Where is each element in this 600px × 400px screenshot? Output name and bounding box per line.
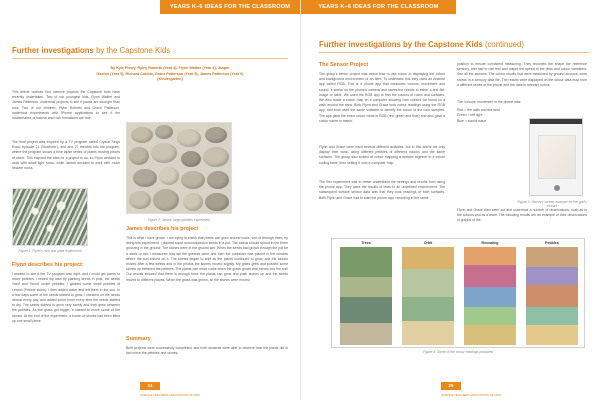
pebble — [181, 171, 205, 189]
color-list-item: Green = left light — [457, 113, 483, 118]
tree-photo — [12, 188, 88, 246]
column-header: Pebbles — [545, 241, 559, 245]
intro-paragraph: This article outlines four science projects the Capstone Kids have recently undertaken. Two of our youngest kids, Flynn Walker and James Patterson, undertook projects to see if plants are stronger than rock. Two of our children, Flynn Roberts and Grace Patterson, undertook experiments with iPhone applications to see if the mathematics of natural and rock formations are true. — [12, 90, 120, 121]
pebble — [183, 193, 203, 211]
pebble — [133, 169, 157, 187]
flynn-heading: Flynn describes his project: — [12, 262, 84, 268]
pebble — [205, 127, 227, 143]
color-list-item: Red = the walk and the land — [457, 108, 500, 112]
title-divider — [12, 58, 288, 59]
james-heading: James describes his project — [126, 226, 199, 232]
colors-intro: The 'colours' movement in the phone was: — [457, 100, 522, 104]
footer-right: SCIENCE TEACHERS ASSOCIATION OF NSW — [441, 393, 501, 397]
page-title-continued — [319, 40, 524, 49]
figure-4-caption: Figure 4: Some of the colour readings produced — [423, 350, 493, 354]
pebble — [181, 151, 201, 167]
sensor-heading: The Sensor Project — [319, 62, 369, 68]
app-screenshot — [529, 118, 583, 196]
colour-strip-orbit — [402, 247, 454, 345]
color-swatch — [538, 135, 576, 179]
author-line: By Kyle Pixley, Ryley Roberts (Year 4), Flynn Walker (Year 4), Jasper — [110, 66, 230, 70]
title-light: (continued) — [484, 40, 524, 49]
sensor-paragraph-3: The first experiment was to better understand the settings and results from using the phone app. They were the results of tests to an undefined environment. The subsequent surface sensor data was that they took readings of both surfaces. Both Flynn and Grace had to start the phone app, recording in the same — [319, 180, 445, 200]
figure-3-caption: Figure 3: Sensory screen example for the grid's colours — [517, 200, 587, 208]
pebble — [151, 143, 177, 163]
app-status-bar — [530, 119, 582, 124]
summary-paragraph: Both projects were successfully completed, and both students were able to observe how the plants did in fact move the pebbles and stones. — [126, 346, 288, 356]
pebbles-photo — [126, 122, 232, 214]
pebble — [131, 127, 153, 143]
pebble — [129, 147, 149, 165]
james-paragraph: This is what I have grown. I am trying to check that plants can grow around rocks, sort of through them, by doing this experiment. I planted some monocotyledon seeds in a pot. The seeds should sprout in the three grooving in the ground. The stones were in the ground wet. When the seeds had grown through the pot for a week or two I measured how tall the grasses were and then the container was placed in the window where the sun shined on it. The stones began to shift as the plants continued to grow, and the stones moved after a few weeks and in the photos the stones moved slightly. My grass grew and pushed some stones up between the pebbles. The plants can move rocks when the grass grows and moves into the soil! Our results showed that there is enough force the plants can grow and push stones up and the seeds moved to different places. When the grass was grown, all the stones were moved. — [126, 236, 288, 282]
page-number-right: 25 — [441, 382, 461, 390]
colour-readings-figure — [331, 238, 585, 348]
right-column-paragraph-2: Flynn and Grace then went out and undertook a number of observations, such as in the colours and as a team. The following results are an example of their observations in graphs of the. — [457, 208, 587, 223]
color-list-item: Blue = sound wave — [457, 118, 487, 123]
figure-1-caption: Figure 1: Flynn's rock and plant experiment — [18, 249, 82, 253]
pebble — [205, 193, 229, 211]
pebble — [207, 171, 229, 189]
colour-strip-pebbles — [526, 247, 578, 345]
running-header-right: YEARS K–6 IDEAS FOR THE CLASSROOM — [301, 0, 456, 14]
sensor-paragraph-2: Flynn and Grace were each several different activities, but in this article we only display their work, using different pebbles of different colours and the same surfaces. The group also looked at colour mapping a surface together in a colour coding table, then setting it onto a computer map. — [319, 145, 445, 165]
column-header: Trees — [361, 241, 371, 245]
title-light: by the Capstone Kids — [96, 46, 171, 55]
column-header: Revealing — [481, 241, 499, 245]
summary-heading: Summary — [126, 336, 151, 342]
footer-left: SCIENCE TEACHERS ASSOCIATION OF NSW — [140, 393, 200, 397]
page-number-left: 24 — [140, 382, 160, 390]
right-page — [300, 0, 600, 400]
pebble — [155, 125, 173, 139]
pebble — [129, 191, 151, 209]
column-header: Orbit — [423, 241, 433, 245]
author-credits — [80, 66, 260, 83]
capture-button-icon — [554, 185, 560, 191]
sensor-paragraph: The group's senior project was about how to use colour in displaying the colour and background environment of an item. To undertake this they used an Android app called RGB. This is a phone app that measures colours, movement and sound. It works on the phone's camera and saves the results in either a text file, image or table. We used the RGB app to find the colours of rocks and surfaces. We also made a colour map on a computer showing rock colours we found on a walk around the area. Both Flynn and Grace took colour readings using the RGB app, and both used the same software to identify the colour of the rock samples. The app gave the exact colour value in RGB (red, green and blue) and also gave a colour name to match. — [319, 72, 445, 123]
pebble — [159, 167, 179, 185]
figure-2-caption: Figure 2: James' large pebbles experiment — [147, 218, 211, 222]
color-list — [457, 108, 500, 124]
colour-strip-trees — [340, 247, 392, 345]
title-divider — [319, 52, 589, 53]
flynn-paragraph: I wanted to see if the TV program was right, and I could get plants to move pebbles. I tested my idea by planting seeds in pots, the seeds 'hard' and 'found' under pebbles. I gabbed some small pebbles of Lemon (Pebble stone). I then added water and left them in the sun. In a few days some of the seeds started to grow. I checked on the seeds almost every day, and added some more every time the seeds started to dry. The seeds started to grow very slowly and they grew between the pebbles. As the grass got bigger, it started to move some of the stones. At the end of the experiment, a bunch of stones had been lifted up one small piece. — [12, 272, 120, 323]
title-bold: Further investigations by the Capstone Kids — [319, 40, 483, 49]
pebble — [177, 129, 201, 147]
pebble — [153, 189, 179, 211]
author-line: Gaston (Year 5), Richard Cobble, Grace Patterson (Year 5), James Patterson (Year 6) — [96, 71, 244, 76]
pebble — [203, 147, 229, 167]
running-header-left: YEARS K–6 IDEAS FOR THE CLASSROOM — [160, 0, 300, 14]
page-title — [12, 46, 170, 55]
title-bold: Further investigations — [12, 46, 94, 55]
right-column-paragraph: position to ensure consistent measuring. They recorded the shape the reference sensory, and had to use test and output the speed of the plots and colour variations. See all the sensors: The colour results that were measured by ground sensors, were shown in a sensory data file. The results were displayed on the colour data map from a different series of the phone and the data in relevant colour. — [457, 62, 587, 87]
colour-strip-revealing — [464, 247, 516, 345]
author-line: (Kindergarten) — [157, 77, 183, 81]
intro-paragraph-2: The final project was inspired by a TV program called Crystal Sings Rock, episode 21 ('Nowhere'), and and 27 minutes into the program, where the program shows a time lapse series of plants moving pieces of stone. This inspired the idea for a project to do, so Flynn decided to work with small light rocks, while James decided to work with much heavier rocks. — [12, 140, 120, 171]
